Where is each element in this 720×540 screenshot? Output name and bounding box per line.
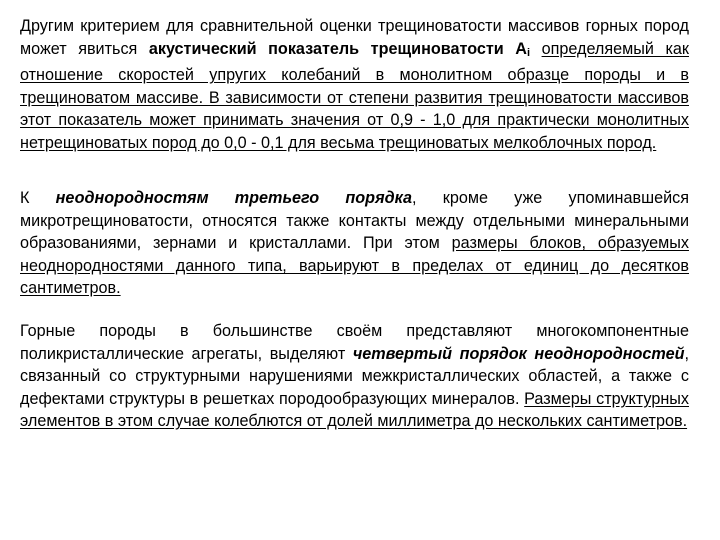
paragraph-fourth-order [20, 320, 689, 433]
paragraph-third-order [20, 187, 689, 300]
fourth-order-sizes: Размеры структурных элементов в этом случае колеблются от долей миллиметра до нескольких сантиметров. [20, 389, 689, 431]
paragraph-2-lead: К [20, 189, 56, 207]
paragraph-acoustic-index [20, 15, 689, 155]
acoustic-index-definition: определяемый как отношение скоростей упругих колебаний в монолитном образце породы и в трещиноватом массиве. В зависимости от степени развития трещиноватости массивов этот показатель может принимать значения от 0,9 - 1,0 для практически монолитных нетрещиноватых пород до 0,0 - 0,1 для весьма трещиноватых мелкоблочных пород. [20, 39, 689, 152]
acoustic-index-subscript: i [526, 46, 531, 59]
paragraph-1-text: Другим критерием для сравнительной оценки трещиноватости массивов горных пород может явиться [20, 17, 689, 58]
fourth-order-term: четвертый порядок неоднородностей [352, 344, 685, 363]
paragraph-3-lead: Горные породы в большинстве своём представляют многокомпонентные поликристаллические агрегаты, выделяют [20, 322, 689, 363]
paragraph-3-text: , связанный со структурными нарушениями межкристаллических областей, а также с дефектами структуры в решетках породообразующих минералов. [20, 344, 689, 408]
third-order-sizes: размеры блоков, образуемых неоднородностями данного типа, варьируют в пределах от единиц до десятков сантиметров. [20, 234, 689, 298]
third-order-term: неоднородностям третьего порядка [55, 189, 413, 207]
paragraph-2-text: , кроме уже упоминавшейся микротрещиноватости, относятся также контакты между отдельными минеральными образованиями, зернами и кристаллами. При этом [20, 189, 689, 253]
acoustic-index-term-text: акустический показатель трещиноватости А [148, 39, 527, 58]
acoustic-index-term [149, 40, 530, 58]
